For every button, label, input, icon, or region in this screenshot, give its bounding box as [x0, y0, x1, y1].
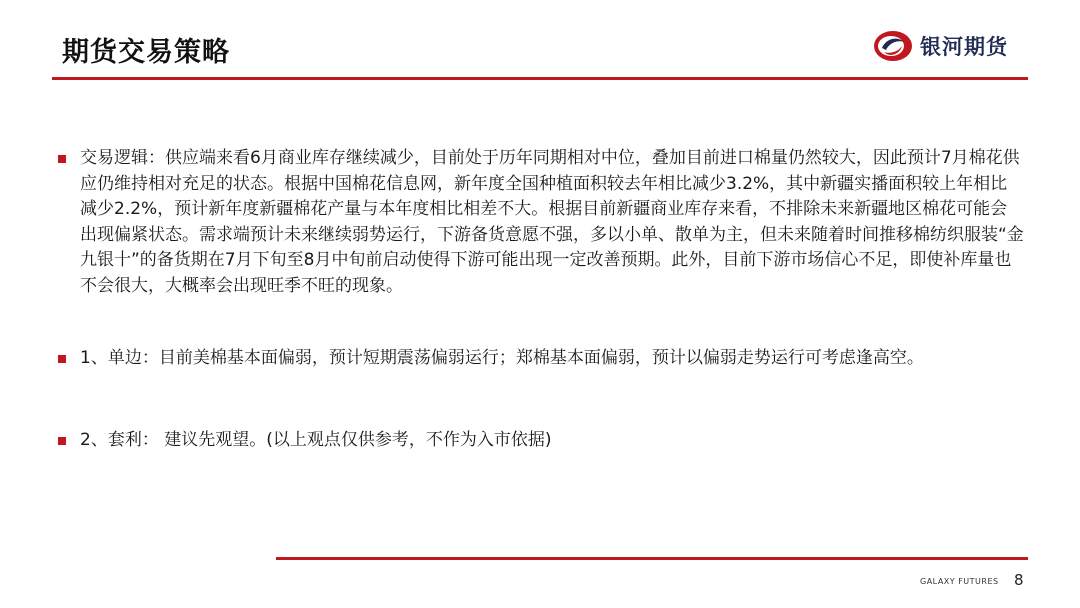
bullet-text: 2、套利： 建议先观望。(以上观点仅供参考，不作为入市依据)	[80, 430, 552, 450]
bullet-item	[58, 146, 1028, 300]
company-logo	[872, 28, 1008, 64]
bullet-marker-icon	[58, 155, 66, 163]
bullet-text: 1、单边：目前美棉基本面偏弱，预计短期震荡偏弱运行；郑棉基本面偏弱，预计以偏弱走势运行可考虑逢高空。	[80, 348, 924, 368]
bullet-text: 交易逻辑：供应端来看6月商业库存继续减少，目前处于历年同期相对中位，叠加目前进口棉量仍然较大，因此预计7月棉花供应仍维持相对充足的状态。根据中国棉花信息网，新年度全国种植面积较去年相比减少3.2%，其中新疆实播面积较上年相比减少2.2%，预计新年度新疆棉花产量与本年度相比相差不大。根据目前新疆商业库存来看，不排除未来新疆地区棉花可能会出现偏紧状态。需求端预计未来继续弱势运行，下游备货意愿不强，多以小单、散单为主，但未来随着时间推移棉纺织服装“金九银十”的备货期在7月下旬至8月中旬前启动使得下游可能出现一定改善预期。此外，目前下游市场信心不足，即使补库量也不会很大，大概率会出现旺季不旺的现象。	[80, 148, 1024, 296]
galaxy-logo-icon	[872, 28, 914, 64]
footer-divider	[276, 557, 1028, 560]
logo-text: 银河期货	[920, 35, 1008, 59]
bullet-item	[58, 346, 1028, 372]
footer-brand: GALAXY FUTURES	[920, 577, 999, 586]
bullet-marker-icon	[58, 437, 66, 445]
page-title: 期货交易策略	[62, 37, 230, 68]
header-divider	[52, 77, 1028, 80]
bullet-item	[58, 428, 1028, 454]
bullet-marker-icon	[58, 355, 66, 363]
page-number: 8	[1014, 571, 1024, 589]
